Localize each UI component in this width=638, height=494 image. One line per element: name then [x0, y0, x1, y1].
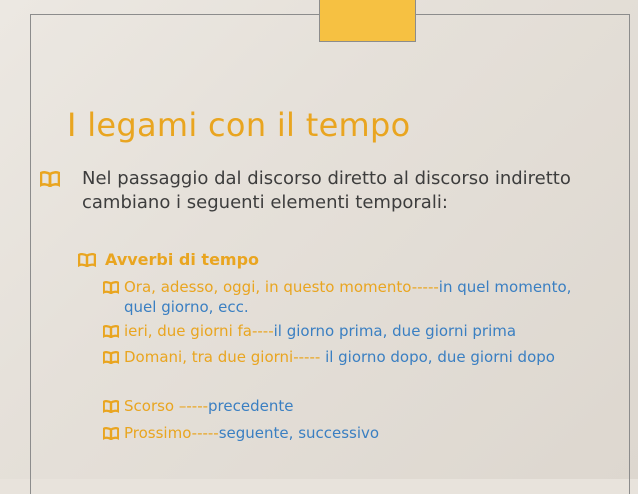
- bullet-level1-text: Nel passaggio dal discorso diretto al discorso indiretto cambiano i seguenti elementi temporali:: [82, 168, 571, 213]
- open-book-icon: [103, 400, 119, 413]
- old-expression: Domani, tra due giorni-----: [124, 348, 326, 366]
- open-book-icon: [103, 427, 119, 440]
- open-book-icon: [78, 253, 96, 267]
- accent-bar: [319, 0, 416, 42]
- new-expression: il giorno dopo, due giorni dopo: [325, 348, 555, 366]
- old-expression: Ora, adesso, oggi, in questo momento-----: [124, 278, 439, 296]
- open-book-icon: [103, 351, 119, 364]
- new-expression: in quel momento, quel giorno, ecc.: [124, 278, 572, 316]
- open-book-icon: [103, 281, 119, 294]
- bullet-level3-text: [124, 347, 574, 367]
- open-book-icon: [103, 325, 119, 338]
- new-expression: precedente: [208, 397, 294, 415]
- bullet-level3-text: [124, 423, 574, 443]
- old-expression: Scorso –----: [124, 397, 209, 415]
- new-expression: il giorno prima, due giorni prima: [273, 322, 517, 340]
- bullet-level3-text: [124, 396, 574, 416]
- old-expression: Prossimo-----: [124, 424, 219, 442]
- bullet-level2-text: Avverbi di tempo: [105, 250, 260, 269]
- bullet-level3-text: [124, 277, 574, 317]
- bullet-level3-text: [124, 321, 574, 341]
- slide-title: I legami con il tempo: [67, 106, 411, 144]
- open-book-icon: [40, 171, 60, 187]
- old-expression: ieri, due giorni fa----: [124, 322, 274, 340]
- new-expression: seguente, successivo: [218, 424, 380, 442]
